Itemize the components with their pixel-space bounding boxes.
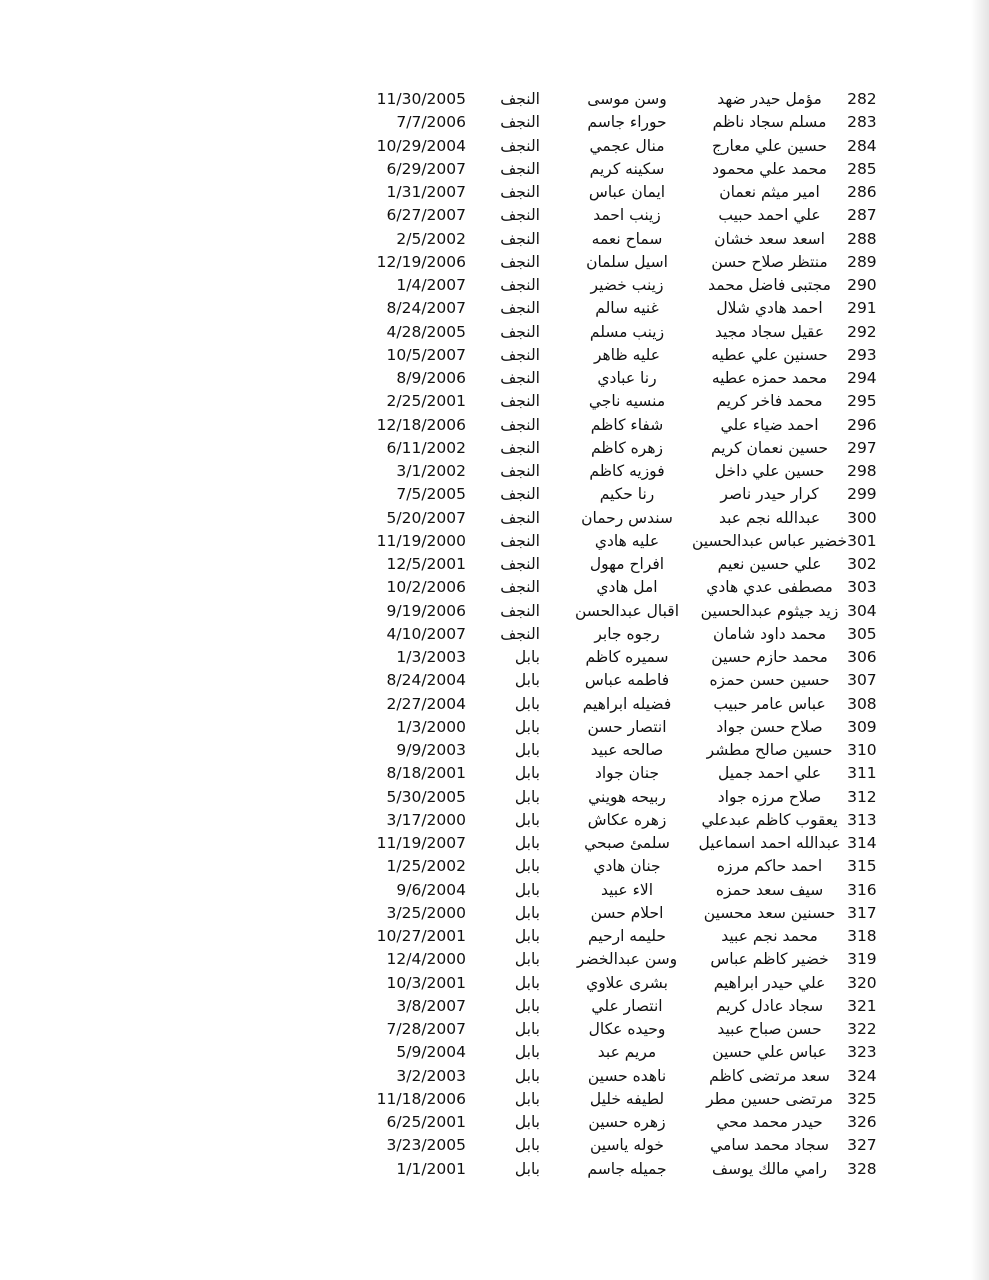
page-edge-shadow bbox=[971, 0, 989, 1280]
row-number-cell: 328 bbox=[847, 1159, 877, 1178]
mother-name-cell: جميله جاسم bbox=[587, 1159, 667, 1178]
mother-name-cell: اقبال عبدالحسن bbox=[574, 601, 680, 620]
birth-date-cell: 10/29/2004 bbox=[376, 136, 466, 155]
birth-date-cell: 3/8/2007 bbox=[396, 996, 466, 1015]
row-number-cell: 300 bbox=[847, 508, 877, 527]
mother-name-cell: وسن عبدالخضر bbox=[576, 950, 678, 969]
governorate-cell: النجف bbox=[500, 229, 540, 248]
birth-date-cell: 1/31/2007 bbox=[386, 183, 466, 201]
row-number-cell: 316 bbox=[847, 880, 877, 899]
row-number-cell: 297 bbox=[847, 438, 877, 457]
full-name-cell: حسين علي معارج bbox=[712, 136, 828, 155]
table-row bbox=[370, 600, 935, 623]
row-number-cell: 307 bbox=[847, 671, 877, 690]
table-row bbox=[370, 762, 935, 785]
mother-name-cell: فضيله ابراهيم bbox=[582, 694, 672, 713]
full-name-cell: حسين نعمان كريم bbox=[710, 438, 829, 457]
full-name-cell: حسنين علي عطيه bbox=[711, 345, 828, 364]
birth-date-cell: 5/30/2005 bbox=[386, 787, 466, 806]
birth-date-cell: 1/4/2007 bbox=[396, 276, 466, 294]
mother-name-cell: سلمئ صبحي bbox=[584, 834, 670, 852]
row-number-cell: 289 bbox=[847, 252, 877, 271]
full-name-cell: احمد حاكم مرزه bbox=[716, 857, 823, 876]
table-row bbox=[370, 344, 935, 367]
birth-date-cell: 7/5/2005 bbox=[396, 485, 466, 504]
table-row bbox=[370, 367, 935, 390]
birth-date-cell: 11/19/2000 bbox=[376, 531, 466, 550]
row-number-cell: 288 bbox=[847, 229, 877, 248]
row-number-cell: 308 bbox=[847, 694, 877, 713]
mother-name-cell: سكينه كريم bbox=[589, 159, 665, 178]
row-number-cell: 305 bbox=[847, 624, 877, 643]
birth-date-cell: 12/4/2000 bbox=[386, 950, 466, 969]
table-row bbox=[370, 832, 935, 855]
row-number-cell: 321 bbox=[847, 996, 877, 1015]
mother-name-cell: انتصار علي bbox=[591, 996, 663, 1015]
governorate-cell: النجف bbox=[500, 438, 540, 457]
governorate-cell: بابل bbox=[514, 857, 540, 876]
full-name-cell: حسين صالح مطشر bbox=[706, 741, 833, 759]
mother-name-cell: زهره حسين bbox=[588, 1113, 666, 1131]
governorate-cell: النجف bbox=[500, 508, 540, 527]
table-row bbox=[370, 88, 935, 111]
birth-date-cell: 8/24/2007 bbox=[386, 299, 466, 318]
row-number-cell: 309 bbox=[847, 717, 877, 736]
mother-name-cell: خوله ياسين bbox=[589, 1136, 665, 1155]
table-row bbox=[370, 576, 935, 599]
birth-date-cell: 12/19/2006 bbox=[376, 252, 466, 271]
mother-name-cell: وسن موسى bbox=[587, 90, 667, 108]
table-row bbox=[370, 507, 935, 530]
full-name-cell: مسلم سجاد ناظم bbox=[712, 113, 827, 132]
row-number-cell: 322 bbox=[847, 1020, 877, 1038]
mother-name-cell: شفاء كاظم bbox=[590, 415, 664, 434]
full-name-cell: عقيل سجاد مجيد bbox=[714, 322, 825, 341]
governorate-cell: بابل bbox=[514, 764, 540, 783]
governorate-cell: النجف bbox=[500, 555, 540, 573]
row-number-cell: 302 bbox=[847, 555, 877, 573]
governorate-cell: بابل bbox=[514, 810, 540, 829]
mother-name-cell: عليه ظاهر bbox=[593, 345, 661, 364]
full-name-cell: محمد حازم حسين bbox=[711, 648, 828, 666]
governorate-cell: النجف bbox=[500, 90, 540, 108]
governorate-cell: بابل bbox=[514, 1136, 540, 1155]
mother-name-cell: زهره عكاش bbox=[587, 810, 667, 829]
table-row bbox=[370, 297, 935, 320]
row-number-cell: 293 bbox=[847, 345, 877, 364]
birth-date-cell: 3/23/2005 bbox=[386, 1136, 466, 1155]
mother-name-cell: حوراء جاسم bbox=[587, 113, 667, 132]
row-number-cell: 283 bbox=[847, 113, 877, 132]
birth-date-cell: 10/3/2001 bbox=[386, 973, 466, 992]
birth-date-cell: 1/1/2001 bbox=[396, 1159, 466, 1178]
birth-date-cell: 6/11/2002 bbox=[386, 438, 466, 457]
governorate-cell: بابل bbox=[514, 694, 540, 713]
roster-body bbox=[370, 88, 935, 1181]
governorate-cell: النجف bbox=[500, 252, 540, 271]
row-number-cell: 299 bbox=[847, 485, 877, 504]
table-row bbox=[370, 135, 935, 158]
governorate-cell: النجف bbox=[500, 159, 540, 178]
governorate-cell: النجف bbox=[500, 369, 540, 387]
birth-date-cell: 7/7/2006 bbox=[396, 113, 466, 132]
birth-date-cell: 10/5/2007 bbox=[386, 345, 466, 364]
full-name-cell: كرار حيدر ناصر bbox=[720, 485, 819, 504]
row-number-cell: 325 bbox=[847, 1089, 877, 1108]
birth-date-cell: 3/2/2003 bbox=[396, 1066, 466, 1085]
table-row bbox=[370, 948, 935, 971]
governorate-cell: النجف bbox=[500, 485, 540, 504]
full-name-cell: مرتضى حسين مطر bbox=[706, 1089, 833, 1108]
full-name-cell: محمد داود شامان bbox=[713, 624, 827, 643]
mother-name-cell: امل هادي bbox=[596, 578, 658, 597]
mother-name-cell: افراح مهول bbox=[589, 555, 665, 573]
row-number-cell: 282 bbox=[847, 90, 877, 108]
birth-date-cell: 2/27/2004 bbox=[386, 694, 466, 713]
governorate-cell: النجف bbox=[500, 392, 540, 411]
governorate-cell: بابل bbox=[514, 741, 540, 759]
birth-date-cell: 2/5/2002 bbox=[396, 229, 466, 248]
full-name-cell: عبدالله احمد اسماعيل bbox=[698, 834, 841, 852]
full-name-cell: محمد علي محمود bbox=[712, 159, 827, 178]
mother-name-cell: رنا حكيم bbox=[599, 485, 655, 504]
table-row bbox=[370, 623, 935, 646]
table-row bbox=[370, 158, 935, 181]
birth-date-cell: 11/19/2007 bbox=[376, 834, 466, 852]
birth-date-cell: 8/9/2006 bbox=[396, 369, 466, 387]
birth-date-cell: 7/28/2007 bbox=[386, 1020, 466, 1038]
full-name-cell: اسعد سعد خشان bbox=[714, 229, 825, 248]
full-name-cell: محمد نجم عبيد bbox=[721, 927, 818, 945]
full-name-cell: مؤمل حيدر ضهد bbox=[717, 90, 822, 108]
row-number-cell: 318 bbox=[847, 927, 877, 945]
full-name-cell: حسنين سعد محسين bbox=[703, 903, 836, 922]
birth-date-cell: 6/25/2001 bbox=[386, 1113, 466, 1131]
mother-name-cell: زينب خضير bbox=[590, 276, 664, 294]
governorate-cell: النجف bbox=[500, 113, 540, 132]
birth-date-cell: 3/17/2000 bbox=[386, 810, 466, 829]
table-row bbox=[370, 925, 935, 948]
birth-date-cell: 12/5/2001 bbox=[386, 555, 466, 573]
birth-date-cell: 9/19/2006 bbox=[386, 601, 466, 620]
row-number-cell: 292 bbox=[847, 322, 877, 341]
mother-name-cell: الاء عبيد bbox=[600, 880, 654, 899]
mother-name-cell: رجوه جابر bbox=[594, 624, 660, 643]
full-name-cell: احمد ضياء علي bbox=[720, 415, 819, 434]
full-name-cell: امير ميثم نعمان bbox=[719, 183, 820, 201]
table-row bbox=[370, 111, 935, 134]
birth-date-cell: 1/3/2003 bbox=[396, 648, 466, 666]
row-number-cell: 327 bbox=[847, 1136, 877, 1155]
roster-table bbox=[370, 88, 935, 1181]
governorate-cell: بابل bbox=[514, 834, 540, 852]
table-row bbox=[370, 972, 935, 995]
full-name-cell: صلاح حسن جواد bbox=[716, 717, 823, 736]
governorate-cell: بابل bbox=[514, 1043, 540, 1062]
governorate-cell: بابل bbox=[514, 950, 540, 969]
table-row bbox=[370, 995, 935, 1018]
mother-name-cell: ربيحه هويني bbox=[588, 787, 666, 806]
full-name-cell: سجاد عادل كريم bbox=[715, 996, 824, 1015]
row-number-cell: 303 bbox=[847, 578, 877, 597]
row-number-cell: 301 bbox=[847, 531, 877, 550]
governorate-cell: بابل bbox=[514, 903, 540, 922]
row-number-cell: 286 bbox=[847, 183, 877, 201]
table-row bbox=[370, 739, 935, 762]
full-name-cell: مجتبى فاضل محمد bbox=[708, 276, 831, 294]
birth-date-cell: 4/10/2007 bbox=[386, 624, 466, 643]
row-number-cell: 311 bbox=[847, 764, 877, 783]
governorate-cell: بابل bbox=[514, 927, 540, 945]
birth-date-cell: 5/9/2004 bbox=[396, 1043, 466, 1062]
table-row bbox=[370, 390, 935, 413]
governorate-cell: النجف bbox=[500, 462, 540, 480]
governorate-cell: بابل bbox=[514, 671, 540, 690]
birth-date-cell: 3/1/2002 bbox=[396, 462, 466, 480]
row-number-cell: 291 bbox=[847, 299, 877, 318]
mother-name-cell: سندس رحمان bbox=[581, 508, 673, 527]
governorate-cell: النجف bbox=[500, 299, 540, 318]
mother-name-cell: منسيه ناجي bbox=[588, 392, 666, 411]
governorate-cell: بابل bbox=[514, 1020, 540, 1038]
governorate-cell: النجف bbox=[500, 624, 540, 643]
governorate-cell: النجف bbox=[500, 531, 540, 550]
table-row bbox=[370, 1134, 935, 1157]
row-number-cell: 285 bbox=[847, 159, 877, 178]
table-row bbox=[370, 855, 935, 878]
row-number-cell: 313 bbox=[847, 810, 877, 829]
birth-date-cell: 9/6/2004 bbox=[396, 880, 466, 899]
governorate-cell: بابل bbox=[514, 1113, 540, 1131]
mother-name-cell: جنان هادي bbox=[593, 857, 661, 876]
birth-date-cell: 3/25/2000 bbox=[386, 903, 466, 922]
table-row bbox=[370, 274, 935, 297]
mother-name-cell: عليه هادي bbox=[594, 531, 660, 550]
row-number-cell: 290 bbox=[847, 276, 877, 294]
mother-name-cell: حليمه ارحيم bbox=[588, 927, 666, 945]
full-name-cell: حسن صباح عبيد bbox=[717, 1020, 822, 1038]
full-name-cell: سعد مرتضى كاظم bbox=[709, 1066, 830, 1085]
full-name-cell: محمد حمزه عطيه bbox=[711, 369, 828, 387]
full-name-cell: حسين علي داخل bbox=[714, 462, 825, 480]
governorate-cell: بابل bbox=[514, 1089, 540, 1108]
birth-date-cell: 6/29/2007 bbox=[386, 159, 466, 178]
table-row bbox=[370, 902, 935, 925]
row-number-cell: 324 bbox=[847, 1066, 877, 1085]
table-row bbox=[370, 251, 935, 274]
birth-date-cell: 1/25/2002 bbox=[386, 857, 466, 876]
governorate-cell: بابل bbox=[514, 648, 540, 666]
mother-name-cell: سماح نعمه bbox=[591, 229, 663, 248]
birth-date-cell: 4/28/2005 bbox=[386, 322, 466, 341]
governorate-cell: بابل bbox=[514, 717, 540, 736]
birth-date-cell: 11/18/2006 bbox=[376, 1089, 466, 1108]
row-number-cell: 284 bbox=[847, 136, 877, 155]
row-number-cell: 304 bbox=[847, 601, 877, 620]
birth-date-cell: 10/2/2006 bbox=[386, 578, 466, 597]
full-name-cell: محمد فاخر كريم bbox=[716, 392, 823, 411]
table-row bbox=[370, 414, 935, 437]
full-name-cell: حسين حسن حمزه bbox=[709, 671, 830, 690]
table-row bbox=[370, 483, 935, 506]
mother-name-cell: اسيل سلمان bbox=[586, 252, 668, 271]
governorate-cell: النجف bbox=[500, 345, 540, 364]
table-row bbox=[370, 716, 935, 739]
mother-name-cell: منال عجمي bbox=[589, 136, 665, 155]
full-name-cell: عباس عامر حبيب bbox=[713, 694, 826, 713]
table-row bbox=[370, 460, 935, 483]
full-name-cell: عباس علي حسين bbox=[712, 1043, 827, 1062]
table-row bbox=[370, 693, 935, 716]
row-number-cell: 298 bbox=[847, 462, 877, 480]
governorate-cell: النجف bbox=[500, 206, 540, 225]
full-name-cell: علي احمد جميل bbox=[717, 764, 822, 783]
full-name-cell: صلاح مرزه جواد bbox=[717, 787, 822, 806]
mother-name-cell: زينب احمد bbox=[593, 206, 661, 225]
governorate-cell: النجف bbox=[500, 322, 540, 341]
birth-date-cell: 5/20/2007 bbox=[386, 508, 466, 527]
full-name-cell: حيدر محمد محي bbox=[716, 1113, 823, 1131]
table-row bbox=[370, 1158, 935, 1181]
full-name-cell: سجاد محمد سامي bbox=[710, 1136, 829, 1155]
full-name-cell: سيف سعد حمزه bbox=[715, 880, 824, 899]
mother-name-cell: غنيه سالم bbox=[595, 299, 659, 318]
row-number-cell: 306 bbox=[847, 648, 877, 666]
row-number-cell: 319 bbox=[847, 950, 877, 969]
full-name-cell: خضير كاظم عباس bbox=[710, 950, 829, 969]
governorate-cell: النجف bbox=[500, 136, 540, 155]
birth-date-cell: 9/9/2003 bbox=[396, 741, 466, 759]
full-name-cell: احمد هادي شلال bbox=[716, 299, 823, 318]
table-row bbox=[370, 1088, 935, 1111]
mother-name-cell: احلام حسن bbox=[590, 903, 664, 922]
mother-name-cell: صالحه عبيد bbox=[590, 741, 664, 759]
full-name-cell: منتظر صلاح حسن bbox=[711, 252, 828, 271]
governorate-cell: النجف bbox=[500, 276, 540, 294]
row-number-cell: 295 bbox=[847, 392, 877, 411]
mother-name-cell: زينب مسلم bbox=[589, 322, 665, 341]
table-row bbox=[370, 204, 935, 227]
full-name-cell: علي حيدر ابراهيم bbox=[713, 973, 826, 992]
table-row bbox=[370, 553, 935, 576]
governorate-cell: بابل bbox=[514, 1159, 540, 1178]
table-row bbox=[370, 646, 935, 669]
table-row bbox=[370, 669, 935, 692]
full-name-cell: مصطفى عدي هادي bbox=[706, 578, 833, 597]
row-number-cell: 287 bbox=[847, 206, 877, 225]
governorate-cell: النجف bbox=[500, 183, 540, 201]
governorate-cell: النجف bbox=[500, 578, 540, 597]
row-number-cell: 320 bbox=[847, 973, 877, 992]
row-number-cell: 296 bbox=[847, 415, 877, 434]
birth-date-cell: 11/30/2005 bbox=[376, 90, 466, 108]
governorate-cell: بابل bbox=[514, 1066, 540, 1085]
full-name-cell: زيد جيثوم عبدالحسين bbox=[700, 601, 839, 620]
governorate-cell: بابل bbox=[514, 973, 540, 992]
mother-name-cell: مريم عبد bbox=[597, 1043, 657, 1062]
mother-name-cell: لطيفه خليل bbox=[589, 1089, 665, 1108]
mother-name-cell: زهره كاظم bbox=[590, 438, 663, 457]
row-number-cell: 314 bbox=[847, 834, 877, 852]
governorate-cell: بابل bbox=[514, 996, 540, 1015]
birth-date-cell: 1/3/2000 bbox=[396, 717, 466, 736]
full-name-cell: يعقوب كاظم عبدعلي bbox=[701, 810, 838, 829]
governorate-cell: بابل bbox=[514, 880, 540, 899]
full-name-cell: رامي مالك يوسف bbox=[712, 1159, 828, 1178]
table-row bbox=[370, 1065, 935, 1088]
full-name-cell: علي احمد حبيب bbox=[718, 206, 821, 225]
full-name-cell: خضير عباس عبدالحسين bbox=[692, 531, 848, 550]
table-row bbox=[370, 437, 935, 460]
table-row bbox=[370, 1018, 935, 1041]
table-row bbox=[370, 1111, 935, 1134]
mother-name-cell: ناهده حسين bbox=[587, 1066, 667, 1085]
mother-name-cell: فوزيه كاظم bbox=[589, 462, 665, 480]
governorate-cell: بابل bbox=[514, 787, 540, 806]
birth-date-cell: 12/18/2006 bbox=[376, 415, 466, 434]
table-row bbox=[370, 181, 935, 204]
mother-name-cell: فاطمه عباس bbox=[584, 671, 670, 690]
governorate-cell: النجف bbox=[500, 601, 540, 620]
table-row bbox=[370, 786, 935, 809]
birth-date-cell: 8/18/2001 bbox=[386, 764, 466, 783]
row-number-cell: 315 bbox=[847, 857, 877, 876]
table-row bbox=[370, 809, 935, 832]
mother-name-cell: وحيده عكال bbox=[588, 1020, 666, 1038]
birth-date-cell: 8/24/2004 bbox=[386, 671, 466, 690]
table-row bbox=[370, 879, 935, 902]
row-number-cell: 326 bbox=[847, 1113, 877, 1131]
mother-name-cell: ايمان عباس bbox=[588, 183, 666, 201]
mother-name-cell: انتصار حسن bbox=[587, 717, 667, 736]
full-name-cell: علي حسين نعيم bbox=[717, 555, 822, 573]
table-row bbox=[370, 228, 935, 251]
mother-name-cell: جنان جواد bbox=[594, 764, 660, 783]
governorate-cell: النجف bbox=[500, 415, 540, 434]
full-name-cell: عبدالله نجم عبد bbox=[718, 508, 821, 527]
table-row bbox=[370, 321, 935, 344]
table-row bbox=[370, 530, 935, 553]
birth-date-cell: 2/25/2001 bbox=[386, 392, 466, 411]
mother-name-cell: سميره كاظم bbox=[585, 648, 669, 666]
row-number-cell: 323 bbox=[847, 1043, 877, 1062]
birth-date-cell: 10/27/2001 bbox=[376, 927, 466, 945]
table-row bbox=[370, 1041, 935, 1064]
row-number-cell: 294 bbox=[847, 369, 877, 387]
row-number-cell: 310 bbox=[847, 741, 877, 759]
row-number-cell: 317 bbox=[847, 903, 877, 922]
row-number-cell: 312 bbox=[847, 787, 877, 806]
mother-name-cell: بشرى علاوي bbox=[586, 973, 668, 992]
birth-date-cell: 6/27/2007 bbox=[386, 206, 466, 225]
mother-name-cell: رنا عبادي bbox=[597, 369, 657, 387]
